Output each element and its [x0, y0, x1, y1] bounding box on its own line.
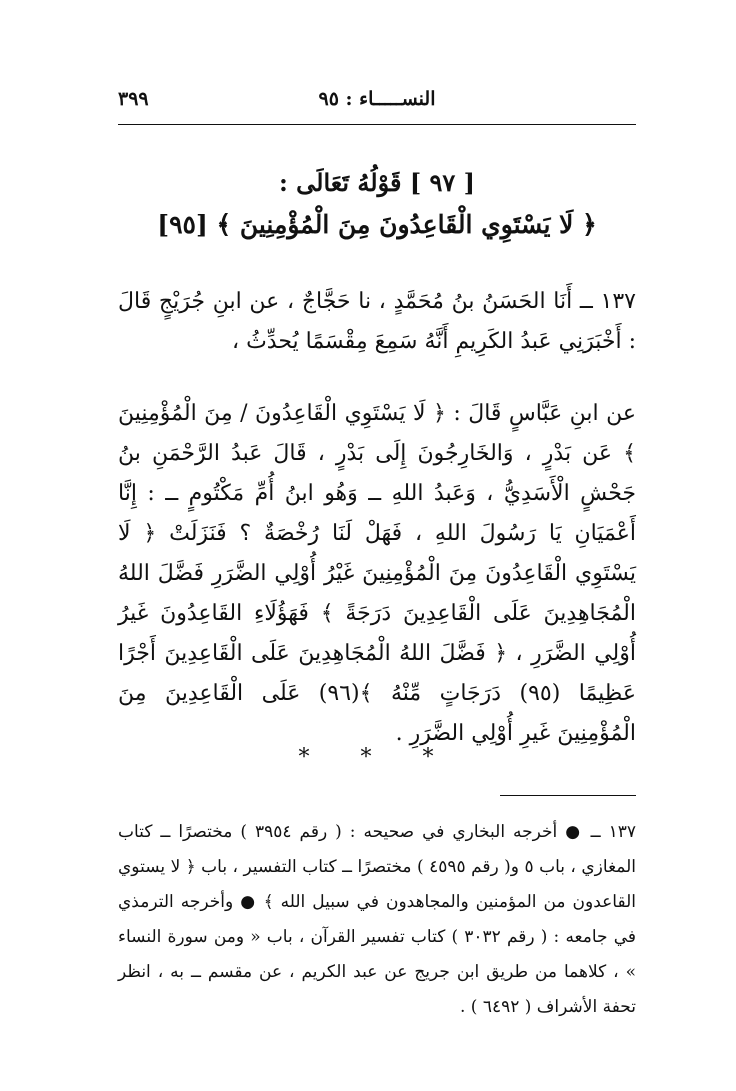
- running-header: [118, 88, 636, 118]
- section-separator: * * *: [298, 745, 456, 770]
- running-title: النســـــاء : ٩٥: [318, 88, 436, 110]
- footnote: ١٣٧ ــ ● أخرجه البخاري في صحيحه : ( رقم ٣٩٥٤ ) مختصرًا ــ كتاب المغازي ، باب ٥ و( رقم ٤٥٩٥ ) مختصرًا ــ كتاب التفسير ، باب ﴿ لا يستوي القاعدون من المؤمنين والمجاهدون في سبيل الله ﴾ ● وأخرجه الترمذي في جامعه : ( رقم ٣٠٣٢ ) كتاب تفسير القرآن ، باب « ومن سورة النساء » ، كلاهما من طريق ابن جريج عن عبد الكريم ، عن مقسم ــ به ، انظر تحفة الأشراف ( ٦٤٩٢ ) .: [118, 822, 637, 1017]
- verse-heading: ﴿ لَا يَسْتَوِي الْقَاعِدُونَ مِنَ الْمُؤْمِنِينَ ﴾ [٩٥]: [157, 210, 597, 239]
- matn-paragraph: عن ابنِ عَبَّاسٍ قَالَ : ﴿ لَا يَسْتَوِي الْقَاعِدُونَ / مِنَ الْمُؤْمِنِينَ ﴾ عَن بَدْرٍ ، وَالخَارِجُونَ إِلَى بَدْرٍ ، قَالَ عَبدُ الرَّحْمَنِ بنُ جَحْشٍ الْأَسَدِيُّ ، وَعَبدُ اللهِ ــ وَهُو ابنُ أُمِّ مَكْتُومٍ ــ : إِنَّا أَعْمَيَانِ يَا رَسُولَ اللهِ ، فَهَلْ لَنَا رُخْصَةٌ ؟ فَنَزَلَتْ ﴿ لَا يَسْتَوِي الْقَاعِدُونَ مِنَ الْمُؤْمِنِينَ غَيْرُ أُوْلِي الضَّرَرِ فَضَّلَ اللهُ الْمُجَاهِدِينَ عَلَى الْقَاعِدِينَ دَرَجَةً ﴾ فَهَؤُلَاءِ القَاعِدُونَ غَيرُ أُوْلِي الضَّرَرِ ، ﴿ فَضَّلَ اللهُ الْمُجَاهِدِينَ عَلَى الْقَاعِدِينَ أَجْرًا عَظِيمًا (٩٥) دَرَجَاتٍ مِّنْهُ ﴾(٩٦) عَلَى الْقَاعِدِينَ مِنَ الْمُؤْمِنِينَ غَيرِ أُوْلِي الضَّرَرِ .: [118, 401, 636, 746]
- footnote-rule: [500, 795, 636, 796]
- isnad-paragraph: ١٣٧ ــ أَنَا الحَسَنُ بنُ مُحَمَّدٍ ، نا حَجَّاجٌ ، عن ابنِ جُرَيْجٍ قَالَ : أَخْبَرَنِي عَبدُ الكَرِيمِ أَنَّهُ سَمِعَ مِقْسَمًا يُحدِّثُ ،: [118, 289, 636, 354]
- header-rule: [118, 124, 636, 125]
- section-title: [ ٩٧ ] قَوْلُهُ تَعَالَى :: [278, 168, 476, 197]
- page-number: ٣٩٩: [118, 88, 149, 110]
